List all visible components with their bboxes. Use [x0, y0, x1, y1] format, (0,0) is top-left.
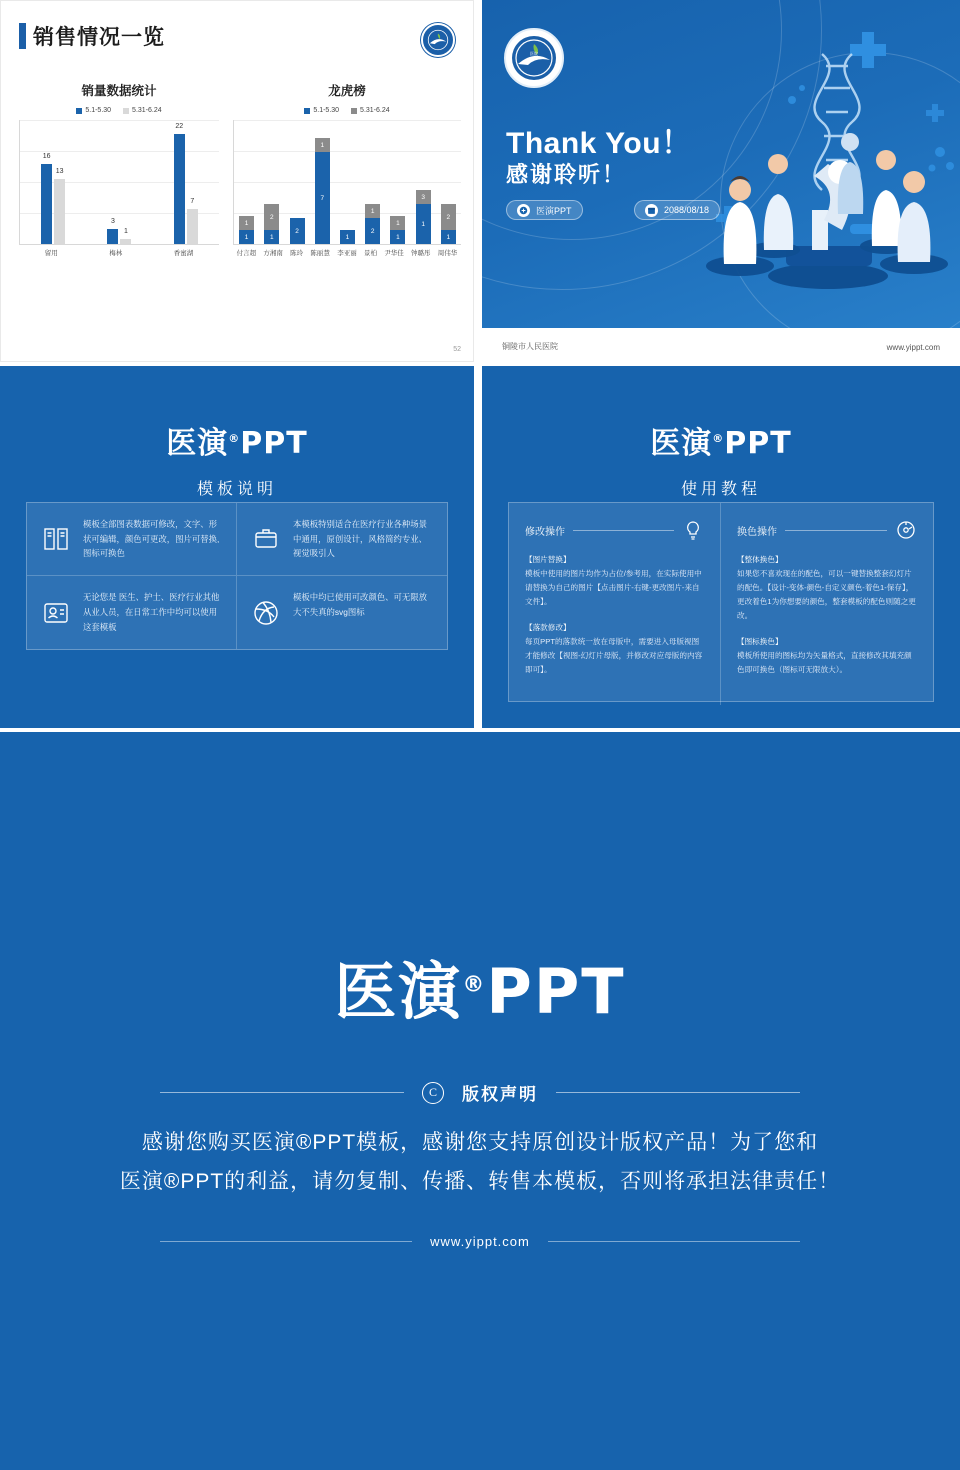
- stacked-column: [340, 230, 355, 244]
- chart-legend: [19, 107, 219, 114]
- legend-label: 5.1-5.30: [85, 107, 112, 114]
- x-tick-label: 陈玲: [290, 250, 304, 257]
- tutorial-column-edit: [509, 503, 721, 705]
- x-tick-label: 钟璐彤: [410, 250, 431, 257]
- book-icon: [39, 517, 73, 561]
- stack-segment-top: 1: [315, 138, 330, 152]
- bar-group: [41, 120, 65, 244]
- brand-logo: [0, 418, 474, 462]
- thank-you-subtitle: 感谢聆听！: [506, 162, 627, 187]
- brand-logo: [482, 418, 960, 462]
- x-tick-label: 李亚丽: [337, 250, 357, 257]
- x-tick-label: 付言超: [236, 250, 257, 257]
- bar-group: [107, 120, 131, 244]
- stack-segment-bottom: 2: [290, 218, 305, 244]
- website-url: www.yippt.com: [430, 1234, 530, 1249]
- bar-group: [174, 120, 198, 244]
- stack-segment-top: 1: [390, 216, 405, 230]
- brand-en: PPT: [724, 426, 792, 461]
- tutorial-paragraph: [737, 635, 917, 677]
- slide-usage-tutorial: [482, 366, 960, 728]
- stack-segment-bottom: 1: [416, 204, 431, 244]
- chart-plot-area: [233, 120, 461, 245]
- page-title: 销售情况一览: [33, 26, 165, 49]
- brand-sup: ®: [228, 432, 241, 445]
- note-cell: [27, 503, 237, 576]
- column-header: [737, 519, 917, 541]
- brand-cn: 医演: [334, 955, 463, 1028]
- x-tick-label: 留用: [44, 250, 58, 257]
- svg-text:医院: 医院: [530, 51, 538, 56]
- bulb-icon: [682, 519, 704, 541]
- legend-item: [351, 107, 390, 114]
- stacked-column: [365, 204, 380, 244]
- divider-line: [556, 1092, 800, 1093]
- slide-sales-overview: [0, 0, 474, 362]
- chart-title: 龙虎榜: [328, 84, 366, 98]
- stack-segment-top: 1: [239, 216, 254, 230]
- chart-plot-area: [19, 120, 219, 245]
- copyright-body: [0, 1124, 960, 1202]
- legend-item: [76, 107, 111, 114]
- brand-cn: 医演: [166, 426, 229, 461]
- brand-en: PPT: [486, 955, 626, 1028]
- stack-segment-top: 2: [441, 204, 456, 230]
- divider: [573, 530, 674, 531]
- chart-legend: [233, 107, 461, 114]
- copyright-line-2: 医演®PPT的利益，请勿复制、传播、转售本模板，否则将承担法律责任！: [119, 1169, 841, 1193]
- slide-header: [1, 1, 473, 63]
- column-header: [525, 519, 704, 541]
- palette-icon: [895, 519, 917, 541]
- x-tick-label: 方湘南: [263, 250, 283, 257]
- chart-x-labels: [19, 248, 219, 257]
- dribbble-icon: [249, 590, 283, 635]
- copyright-line-1: 感谢您购买医演®PPT模板，感谢您支持原创设计版权产品！为了您和: [141, 1131, 819, 1154]
- tutorial-paragraph: [525, 553, 704, 609]
- medical-team-illustration: [700, 14, 960, 304]
- copyright-divider: [160, 1080, 800, 1105]
- slide-template-notes: [0, 366, 474, 728]
- paragraph-body: 模板所使用的图标均为矢量格式，直接修改其填充颜色即可换色（图标可无限放大）。: [737, 651, 912, 675]
- x-tick-label: 梅林: [109, 250, 123, 257]
- x-tick-label: 陈丽慧: [310, 250, 330, 257]
- stack-segment-bottom: 1: [340, 230, 355, 244]
- stacked-column: [390, 216, 405, 244]
- hospital-logo-icon: [504, 28, 564, 88]
- footer-url-row: [160, 1234, 800, 1249]
- column-title: 修改操作: [525, 526, 565, 538]
- brand-block: [482, 366, 960, 499]
- stacked-column: [416, 190, 431, 244]
- stack-segment-bottom: 1: [441, 230, 456, 244]
- paragraph-lead: 【图标换色】: [737, 637, 783, 647]
- legend-item: [304, 107, 339, 114]
- bar-value: 1: [124, 228, 128, 235]
- slide-thank-you: [482, 0, 960, 362]
- stack-segment-bottom: 7: [315, 152, 330, 244]
- slide-subtitle: 模板说明: [196, 481, 277, 498]
- paragraph-lead: 【图片替换】: [525, 555, 571, 564]
- stack-segment-bottom: 1: [390, 230, 405, 244]
- brand-en: PPT: [240, 426, 308, 461]
- notes-grid: [26, 502, 448, 650]
- copyright-label: 版权声明: [462, 1085, 538, 1104]
- calendar-icon: [645, 204, 658, 217]
- bar-value: 7: [190, 198, 195, 205]
- tutorial-paragraph: [525, 621, 704, 677]
- note-text: 模板全部图表数据可修改，文字、形状可编辑，颜色可更改，图片可替换,图标可换色: [83, 519, 220, 559]
- bar-value: 3: [111, 218, 115, 225]
- stack-segment-top: 1: [365, 204, 380, 218]
- slide-page-number: 52: [453, 346, 461, 353]
- paragraph-body: 模板中使用的图片均作为占位/参考用，在实际使用中请替换为自己的图片【点击图片-右键-更改图片-来自文件】。: [525, 569, 702, 607]
- stacked-column: [264, 204, 279, 244]
- stack-segment-top: 3: [416, 190, 431, 204]
- title-accent-bar: [19, 23, 26, 49]
- note-cell: [27, 576, 237, 649]
- divider-line: [160, 1092, 404, 1093]
- paragraph-body: 如果您不喜欢现在的配色，可以一键替换整套幻灯片的配色。【设计-变体-颜色-自定义颜色-着色1-保存】，更改着色1为你想要的颜色，整套模板的配色则随之更改。: [737, 569, 916, 621]
- divider-line: [160, 1241, 412, 1242]
- footer-org: 铜陵市人民医院: [502, 342, 558, 351]
- x-tick-label: 景柏: [363, 250, 377, 257]
- brand-mark-icon: [517, 204, 530, 217]
- note-cell: [237, 503, 447, 576]
- paragraph-body: 每页PPT的落款统一放在母版中，需要进入母版视图才能修改【视图-幻灯片母版，并修改对应母版的内容即可】。: [525, 637, 703, 675]
- date-pill: [634, 200, 720, 220]
- brand-cn: 医演: [650, 426, 713, 461]
- paragraph-lead: 【落款修改】: [525, 623, 571, 633]
- brand-sup: ®: [462, 972, 487, 998]
- chart-title: 销量数据统计: [81, 84, 157, 98]
- hospital-logo-icon: [421, 23, 455, 57]
- stacked-column: [441, 204, 456, 244]
- stack-segment-bottom: 2: [365, 218, 380, 244]
- bar-value: 13: [55, 168, 64, 175]
- tutorial-column-color: [721, 503, 933, 705]
- x-tick-label: 周伟华: [437, 250, 458, 257]
- stacked-column: [315, 138, 330, 244]
- bar-value: 22: [175, 123, 184, 130]
- brand-pill: [506, 200, 583, 220]
- date-pill-label: 2088/08/18: [664, 205, 710, 215]
- x-tick-label: 尹华佳: [384, 250, 404, 257]
- stack-segment-bottom: 1: [239, 230, 254, 244]
- copyright-icon: C: [422, 1082, 444, 1104]
- slide-subtitle: 使用教程: [680, 481, 761, 498]
- tutorial-grid: [508, 502, 934, 702]
- divider: [785, 530, 887, 531]
- x-tick-label: 香蜜湖: [173, 250, 194, 257]
- tutorial-paragraph: [737, 553, 917, 623]
- note-text: 本模板特别适合在医疗行业各种场景中通用，原创设计，风格简约专业、视觉吸引人: [293, 519, 427, 559]
- chart-leaderboard: [233, 81, 461, 257]
- legend-item: [123, 107, 162, 114]
- chart-x-labels: [233, 248, 461, 257]
- chart-sales-statistics: [19, 81, 219, 257]
- brand-block: [0, 366, 474, 499]
- note-text: 模板中均已使用可改颜色、可无限放大不失真的svg图标: [293, 592, 427, 617]
- bar-value: 16: [42, 153, 51, 160]
- brand-pill-label: 医演PPT: [536, 205, 572, 216]
- slide-copyright: [0, 732, 960, 1470]
- thank-you-title: Thank You！: [506, 127, 692, 160]
- note-text: 无论您是 医生、护士、医疗行业其他从业人员，在日常工作中均可以使用这套模板: [83, 592, 220, 632]
- legend-label: 5.31-6.24: [360, 107, 390, 114]
- stacked-column: [239, 216, 254, 244]
- paragraph-lead: 【整体换色】: [737, 555, 783, 564]
- brand-sup: ®: [712, 432, 725, 445]
- stacked-column: [290, 218, 305, 244]
- brand-logo-large: [0, 942, 960, 1031]
- user-card-icon: [39, 590, 73, 635]
- box-icon: [249, 517, 283, 561]
- stack-segment-top: 2: [264, 204, 279, 230]
- column-title: 换色操作: [737, 526, 777, 538]
- footer-url: www.yippt.com: [886, 343, 940, 352]
- note-cell: [237, 576, 447, 649]
- divider-line: [548, 1241, 800, 1242]
- stack-segment-bottom: 1: [264, 230, 279, 244]
- legend-label: 5.1-5.30: [313, 107, 340, 114]
- legend-label: 5.31-6.24: [132, 107, 162, 114]
